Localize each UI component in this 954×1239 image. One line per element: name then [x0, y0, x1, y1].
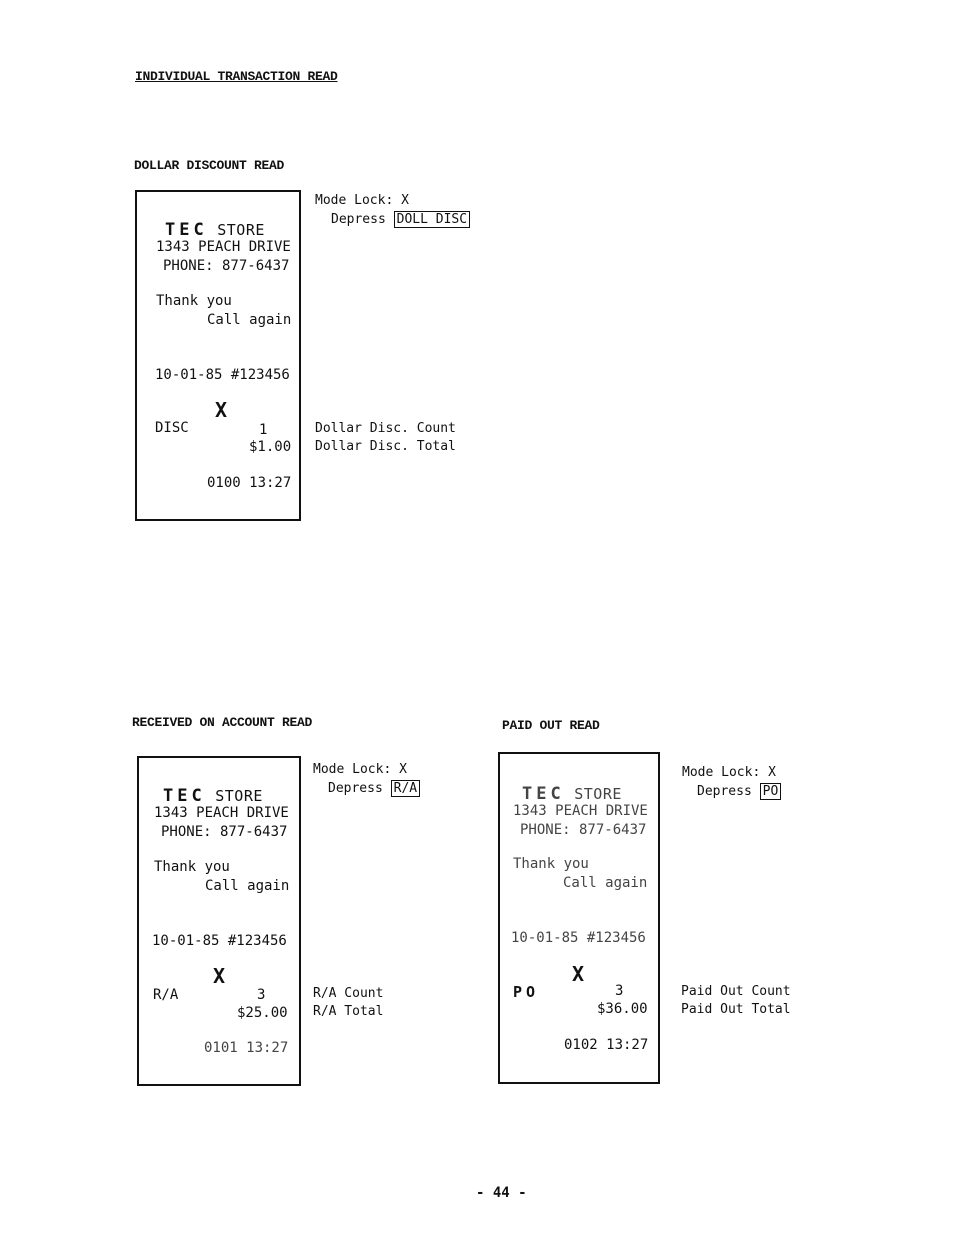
receipt-footer: 0100 13:27 — [207, 475, 292, 491]
store-name — [165, 220, 265, 240]
section-heading-paid-out: PAID OUT READ — [502, 718, 600, 733]
receipt-dollar-discount — [135, 190, 301, 521]
store-phone: PHONE: 877-6437 — [161, 824, 288, 840]
store-address: 1343 PEACH DRIVE — [154, 805, 289, 821]
call-again-text: Call again — [207, 312, 292, 328]
total-note: Paid Out Total — [681, 1002, 791, 1017]
store-name-part-b: STORE — [217, 221, 265, 239]
total-note: Dollar Disc. Total — [315, 439, 456, 454]
receipt-footer: 0101 13:27 — [204, 1040, 289, 1056]
receipt-footer: 0102 13:27 — [564, 1037, 649, 1053]
thank-you-text: Thank you — [513, 856, 589, 872]
depress-text: Depress — [331, 212, 386, 227]
store-name-part-b: STORE — [574, 785, 622, 803]
doll-disc-key: DOLL DISC — [394, 211, 470, 228]
date-line: 10-01-85 #123456 — [511, 930, 646, 946]
store-name-part-a: TEC — [522, 784, 565, 804]
transaction-label: PO — [513, 983, 540, 1001]
total-note: R/A Total — [313, 1004, 384, 1019]
transaction-count: 3 — [257, 987, 266, 1003]
store-name-part-b: STORE — [215, 787, 263, 805]
depress-text: Depress — [328, 781, 383, 796]
store-name — [163, 786, 263, 806]
call-again-text: Call again — [563, 875, 648, 891]
depress-instruction — [697, 783, 781, 800]
mode-lock-note: Mode Lock: X — [682, 765, 776, 780]
mode-lock-note: Mode Lock: X — [315, 193, 409, 208]
count-note: Dollar Disc. Count — [315, 421, 456, 436]
transaction-amount: $25.00 — [237, 1005, 288, 1021]
store-phone: PHONE: 877-6437 — [163, 258, 290, 274]
date-line: 10-01-85 #123456 — [155, 367, 290, 383]
count-note: R/A Count — [313, 986, 384, 1001]
transaction-count: 1 — [259, 422, 268, 438]
page-number: - 44 - — [476, 1185, 527, 1201]
po-key: PO — [760, 783, 782, 800]
section-heading-dollar-discount: DOLLAR DISCOUNT READ — [134, 158, 285, 173]
mode-mark: X — [572, 962, 585, 986]
depress-instruction — [331, 211, 470, 228]
page-title: INDIVIDUAL TRANSACTION READ — [135, 69, 338, 84]
depress-instruction — [328, 780, 420, 797]
depress-text: Depress — [697, 784, 752, 799]
transaction-label: DISC — [155, 420, 189, 436]
transaction-label: R/A — [153, 987, 179, 1003]
store-address: 1343 PEACH DRIVE — [156, 239, 291, 255]
store-phone: PHONE: 877-6437 — [520, 822, 647, 838]
store-name — [522, 784, 622, 804]
count-note: Paid Out Count — [681, 984, 791, 999]
thank-you-text: Thank you — [154, 859, 230, 875]
ra-key: R/A — [391, 780, 420, 797]
mode-lock-note: Mode Lock: X — [313, 762, 407, 777]
receipt-received-on-account — [137, 756, 301, 1086]
transaction-count: 3 — [615, 983, 624, 999]
receipt-paid-out — [498, 752, 660, 1084]
transaction-amount: $36.00 — [597, 1001, 648, 1017]
call-again-text: Call again — [205, 878, 290, 894]
mode-mark: X — [213, 964, 226, 988]
store-name-part-a: TEC — [163, 786, 206, 806]
store-name-part-a: TEC — [165, 220, 208, 240]
section-heading-received-on-account: RECEIVED ON ACCOUNT READ — [132, 715, 313, 730]
mode-mark: X — [215, 398, 228, 422]
thank-you-text: Thank you — [156, 293, 232, 309]
store-address: 1343 PEACH DRIVE — [513, 803, 648, 819]
date-line: 10-01-85 #123456 — [152, 933, 287, 949]
transaction-amount: $1.00 — [249, 439, 292, 455]
